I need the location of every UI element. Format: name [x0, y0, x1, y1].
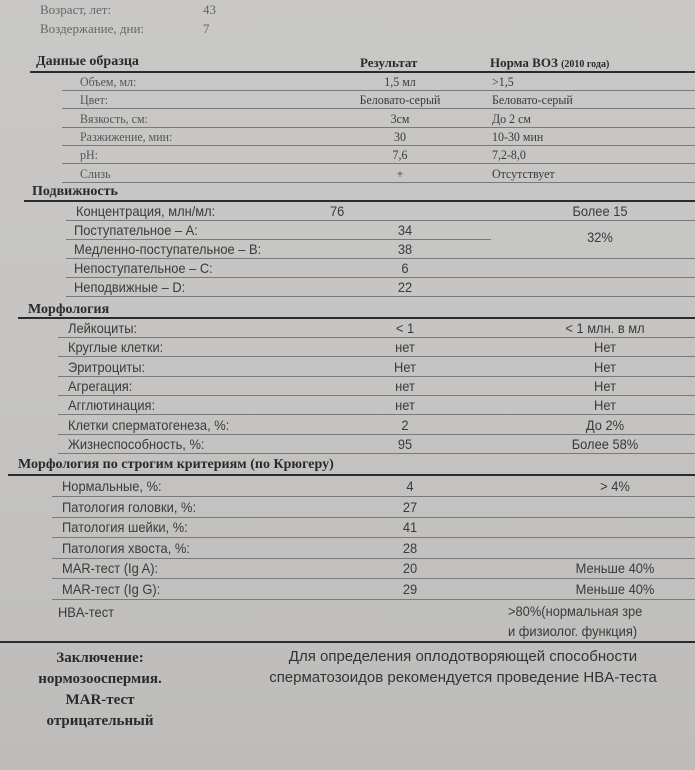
hba-test-norm-line2: и физиолог. функция) [508, 623, 638, 639]
recommendation-line: Для определения оплодотворяющей способности [288, 648, 638, 665]
morphology-row-label: Клетки сперматогенеза, %: [68, 416, 230, 433]
morphology-row-label: Агглютинация: [68, 397, 156, 414]
row-divider [62, 182, 695, 183]
section-divider [0, 641, 695, 643]
row-divider [66, 220, 695, 221]
conclusion-line: нормозооспермия. [38, 671, 162, 687]
motility-row-result: 22 [397, 279, 413, 295]
morphology-row-result: < 1 [395, 320, 415, 336]
kruger-row-norm: Меньше 40% [575, 560, 655, 576]
sample-section-title: Данные образца [36, 54, 139, 69]
section-divider [18, 317, 695, 319]
sample-row-norm: До 2 см [492, 110, 531, 126]
morphology-row-norm: Нет [594, 358, 616, 375]
morphology-row-norm: Нет [594, 339, 616, 356]
morphology-row-label: Круглые клетки: [68, 339, 164, 356]
conclusion-line: отрицательный [46, 713, 154, 729]
motility-row-result: 38 [397, 241, 413, 257]
motility-row-label: Непоступательное – C: [74, 260, 213, 276]
row-divider [52, 496, 695, 497]
row-divider [52, 517, 695, 518]
section-divider [30, 71, 695, 73]
motility-row-result: 6 [401, 260, 409, 276]
morphology-row-norm: Нет [594, 397, 616, 414]
abstinence-value: 7 [203, 21, 210, 36]
sample-row-result: 30 [394, 128, 406, 144]
row-divider [66, 258, 695, 259]
row-divider [58, 395, 695, 396]
sample-row-norm: Беловато-серый [492, 92, 573, 108]
kruger-row-result: 29 [402, 580, 418, 597]
kruger-row-result: 20 [402, 560, 418, 576]
recommendation [228, 646, 695, 688]
motility-row-label: Неподвижные – D: [74, 279, 186, 295]
morphology-row-result: нет [395, 339, 415, 356]
progressive-norm: 32% [587, 229, 613, 245]
sample-row-label: Цвет: [80, 92, 109, 108]
morphology-row-result: 95 [397, 435, 413, 452]
conclusion-line: MAR-тест [65, 692, 135, 708]
row-divider [62, 90, 695, 91]
sample-row-result: 1,5 мл [384, 74, 416, 89]
abstinence-label: Воздержание, дни: [40, 21, 145, 36]
row-divider [58, 414, 695, 415]
morphology-row-norm: Нет [594, 377, 616, 394]
kruger-row-label: MAR-тест (Ig A): [62, 560, 159, 576]
sample-row-norm: 7,2-8,0 [492, 147, 526, 163]
conclusion-line: Заключение: [56, 650, 144, 666]
kruger-row-label: MAR-тест (Ig G): [62, 580, 161, 597]
morphology-row-result: 2 [401, 416, 409, 433]
morphology-row-label: Эритроциты: [68, 358, 146, 375]
sample-row-result: 7,6 [392, 147, 408, 163]
sample-row-norm: 10-30 мин [492, 128, 544, 144]
motility-row-label: Медленно-поступательное – B: [74, 241, 262, 257]
sample-row-label: Вязкость, см: [80, 110, 148, 126]
sample-row-label: pH: [80, 147, 98, 163]
morphology-row-result: нет [395, 397, 415, 414]
row-divider [66, 277, 695, 278]
section-divider [24, 200, 695, 202]
age-value: 43 [203, 2, 216, 17]
row-divider [52, 537, 695, 538]
sample-row-label: Объем, мл: [80, 74, 137, 89]
conclusion [0, 648, 200, 732]
hba-test-norm-line1: >80%(нормальная зре [508, 603, 643, 619]
row-divider [52, 599, 695, 600]
row-divider [62, 127, 695, 128]
morphology-row-label: Жизнеспособность, %: [68, 435, 205, 452]
morphology-row-result: Нет [394, 358, 416, 375]
row-divider [62, 163, 695, 164]
concentration-label: Концентрация, млн/мл: [76, 203, 216, 219]
row-divider [52, 578, 695, 579]
row-divider [58, 337, 695, 338]
row-divider [58, 356, 695, 357]
kruger-row-label: Патология хвоста, %: [62, 539, 190, 556]
kruger-section-title: Морфология по строгим критериям (по Крюгеру) [18, 457, 334, 472]
morphology-row-norm: Более 58% [571, 435, 639, 452]
kruger-row-label: Нормальные, %: [62, 478, 162, 494]
row-divider [66, 239, 491, 240]
kruger-row-result: 41 [402, 519, 418, 535]
row-divider [62, 145, 695, 146]
sample-row-result: Беловато-серый [359, 92, 441, 108]
concentration-result: 76 [330, 203, 345, 219]
sample-row-norm: >1,5 [492, 74, 514, 89]
row-divider [62, 108, 695, 109]
recommendation-line: сперматозоидов рекомендуется проведение HBA-теста [269, 669, 657, 686]
result-column-header: Результат [360, 55, 418, 70]
motility-row-label: Поступательное – A: [74, 222, 198, 238]
row-divider [58, 453, 695, 454]
row-divider [66, 296, 695, 297]
row-divider [58, 434, 695, 435]
morphology-row-norm: < 1 млн. в мл [565, 320, 645, 336]
hba-test-label: HBA-тест [58, 604, 115, 620]
morphology-row-result: нет [395, 377, 415, 394]
kruger-row-norm: Меньше 40% [575, 580, 655, 597]
sample-row-norm: Отсутствует [492, 165, 555, 181]
age-label: Возраст, лет: [40, 2, 112, 17]
sample-row-result: + [396, 165, 404, 181]
sample-row-label: Разжижение, мин: [80, 128, 173, 144]
row-divider [52, 558, 695, 559]
kruger-row-label: Патология головки, %: [62, 498, 197, 515]
kruger-row-result: 4 [406, 478, 414, 494]
kruger-row-label: Патология шейки, %: [62, 519, 188, 535]
kruger-row-result: 28 [402, 539, 418, 556]
motility-section-title: Подвижность [32, 184, 118, 199]
morphology-row-label: Агрегация: [68, 377, 133, 394]
kruger-row-norm: > 4% [600, 478, 630, 494]
sample-row-label: Слизь [80, 165, 111, 181]
sample-row-result: 3см [390, 110, 410, 126]
morphology-section-title: Морфология [28, 302, 110, 317]
kruger-row-result: 27 [402, 498, 418, 515]
morphology-row-label: Лейкоциты: [68, 320, 138, 336]
motility-row-result: 34 [397, 222, 413, 238]
morphology-row-norm: До 2% [585, 416, 625, 433]
row-divider [58, 376, 695, 377]
concentration-norm: Более 15 [572, 203, 628, 219]
section-divider [8, 474, 695, 476]
norm-column-header: Норма ВОЗ (2010 года) [490, 55, 610, 70]
